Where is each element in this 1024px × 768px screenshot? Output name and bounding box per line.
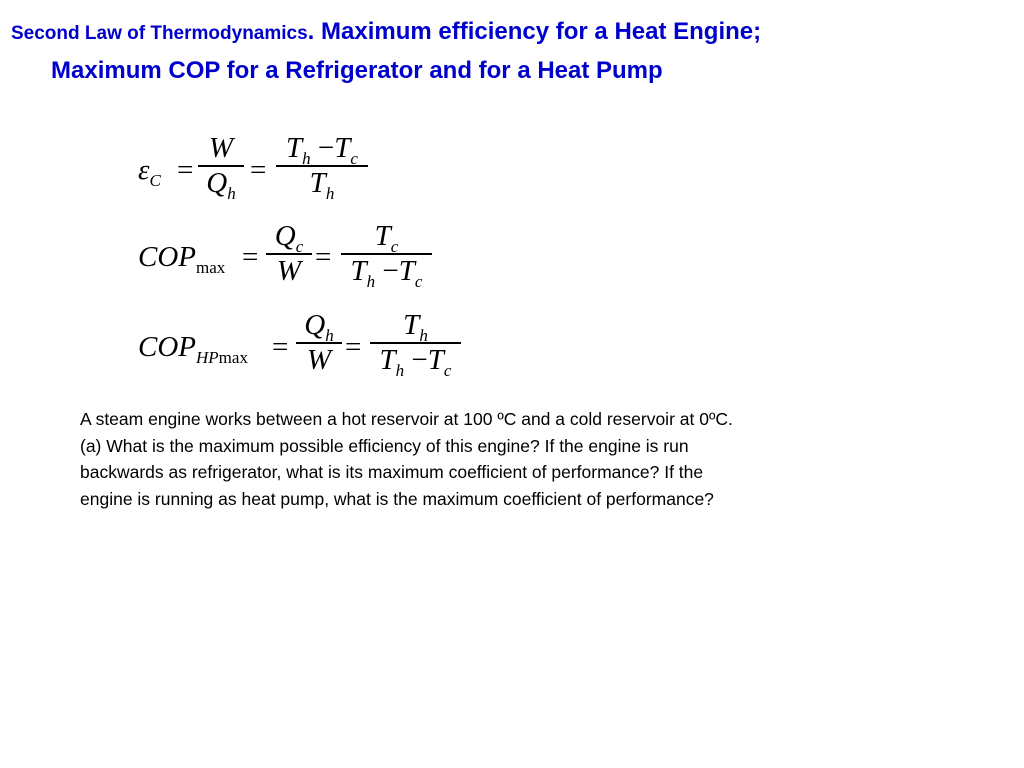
- title-line-2: Maximum COP for a Refrigerator and for a Heat Pump: [51, 57, 663, 84]
- problem-line: (a) What is the maximum possible efficiency of this engine? If the engine is run: [80, 435, 689, 456]
- efficiency-symbol: $\varepsilon_C$: [138, 154, 161, 190]
- numerator: $T_h$: [403, 309, 428, 345]
- title-subtitle: Maximum efficiency for a Heat Engine;: [314, 18, 762, 45]
- equals-sign: =: [177, 154, 194, 186]
- denominator: $T_h$: [309, 166, 335, 203]
- numerator: $Q_h$: [304, 309, 334, 345]
- problem-line: backwards as refrigerator, what is its maximum coefficient of performance? If the: [80, 462, 704, 482]
- equals-sign: =: [272, 331, 289, 363]
- denominator: $T_h -T_c$: [350, 254, 423, 291]
- equals-sign: =: [250, 154, 267, 186]
- denominator: $Q_h$: [206, 166, 236, 203]
- numerator: W: [208, 132, 234, 164]
- title-dot: .: [307, 18, 315, 45]
- denominator: W: [306, 343, 332, 376]
- problem-statement: [80, 406, 960, 512]
- fraction-heat-pump-cop: [370, 309, 461, 380]
- problem-line: A steam engine works between a hot reservoir at 100 ºC and a cold reservoir at 0ºC.: [80, 409, 733, 429]
- title-topic: Second Law of Thermodynamics: [11, 23, 308, 44]
- fraction-qh-over-w: [296, 309, 342, 377]
- numerator: $Q_c$: [274, 220, 304, 256]
- problem-line: engine is running as heat pump, what is the maximum coefficient of performance?: [80, 488, 714, 509]
- equals-sign: =: [345, 331, 362, 363]
- cop-hp-max-symbol: $COP_{HPmax}$: [138, 331, 248, 367]
- equals-sign: =: [315, 241, 332, 273]
- numerator: $T_h -T_c$: [286, 132, 358, 168]
- equals-sign: =: [242, 241, 259, 273]
- denominator: W: [276, 254, 302, 287]
- numerator: $T_c$: [374, 220, 399, 256]
- denominator: $T_h -T_c$: [379, 343, 452, 380]
- cop-max-symbol: $COP_{max}$: [138, 241, 226, 277]
